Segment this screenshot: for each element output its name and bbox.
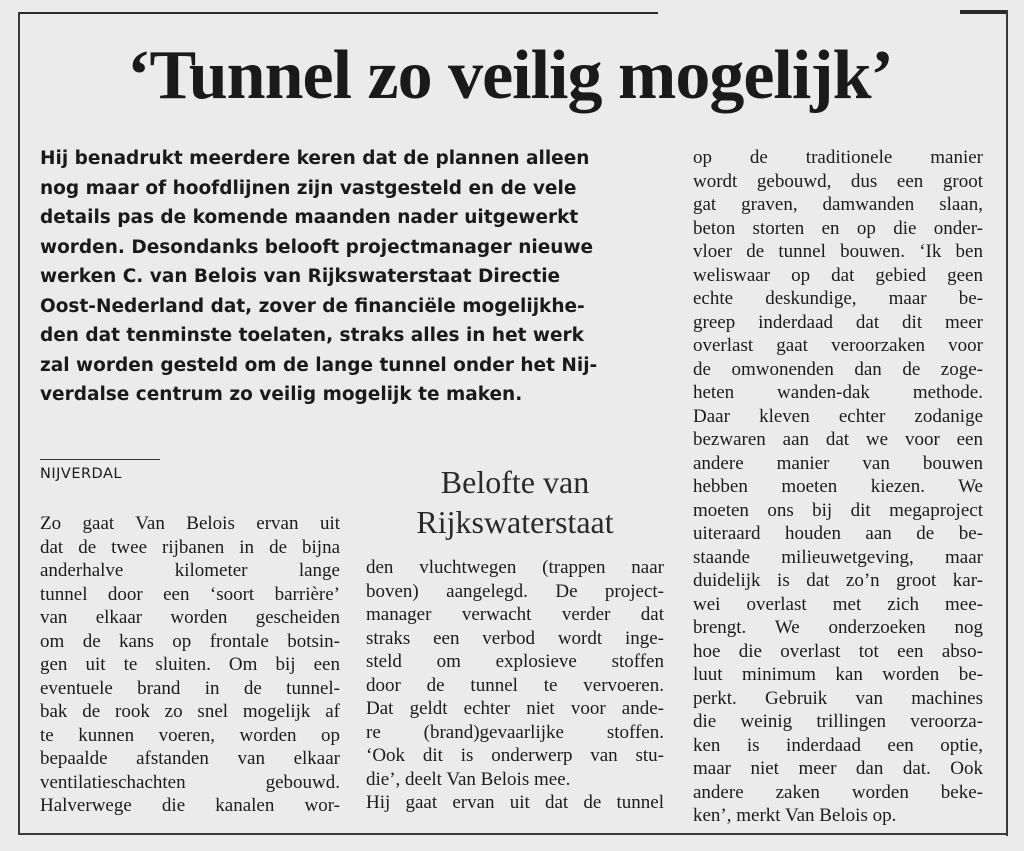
text-line: die’, deelt Van Belois mee. xyxy=(366,768,571,790)
text-line: gen uit te sluiten. Om bij een xyxy=(40,654,340,675)
text-line: wei overlast met zich mee- xyxy=(693,593,983,615)
text-line: op de traditionele manier xyxy=(693,147,983,168)
text-line: hoe die overlast tot een abso- xyxy=(693,640,983,662)
dateline: NIJVERDAL xyxy=(40,466,122,482)
text-line: ken’, merkt Van Belois op. xyxy=(693,805,897,826)
text-line: manager verwacht verder dat xyxy=(366,604,664,625)
text-line: vloer de tunnel bouwen. ‘Ik ben xyxy=(693,241,983,262)
text-line: uiteraard houden aan de be- xyxy=(693,523,983,544)
intro-line: verdalse centrum zo veilig mogelijk te maken. xyxy=(40,384,523,405)
text-line: te kunnen voeren, worden op xyxy=(40,724,340,746)
top-rule-right xyxy=(960,10,1008,14)
subheading-line: Rijkswaterstaat xyxy=(416,504,614,540)
text-line: eventuele brand in de tunnel- xyxy=(40,677,340,699)
text-line: hebben moeten kiezen. We xyxy=(693,476,983,497)
top-rule xyxy=(20,12,658,14)
intro-line: Hij benadrukt meerdere keren dat de plannen alleen xyxy=(40,148,590,169)
text-line: duidelijk is dat zo’n groot kar- xyxy=(693,570,983,591)
text-line: van elkaar worden gescheiden xyxy=(40,607,340,628)
text-line: perkt. Gebruik van machines xyxy=(693,687,983,709)
text-line: ken is inderdaad een optie, xyxy=(693,734,983,756)
text-line: echte deskundige, maar be- xyxy=(693,288,983,309)
text-line: de omwonenden dan de zoge- xyxy=(693,358,983,380)
text-line: andere zaken worden beke- xyxy=(693,781,983,803)
text-line: andere manier van bouwen xyxy=(693,452,983,474)
intro-line: nog maar of hoofdlijnen zijn vastgesteld en de vele xyxy=(40,177,577,199)
text-line: re (brand)gevaarlijke stoffen. xyxy=(366,721,664,743)
text-line: om de kans op frontale botsin- xyxy=(40,630,340,652)
text-line: Hij gaat ervan uit dat de tunnel xyxy=(366,792,664,813)
text-line: staande milieuwetgeving, maar xyxy=(693,546,983,568)
intro-line: werken C. van Belois van Rijkswaterstaat Directie xyxy=(40,266,561,287)
column-1 xyxy=(40,512,340,818)
headline: ‘Tunnel zo veilig mogelijk’ xyxy=(127,37,893,114)
text-line: overlast gaat veroorzaken voor xyxy=(693,335,983,356)
column-2 xyxy=(366,556,664,815)
text-line: greep inderdaad dat dit meer xyxy=(693,311,983,333)
text-line: beton storten en op die onder- xyxy=(693,217,983,239)
text-line: weliswaar op dat gebied geen xyxy=(693,264,983,286)
text-line: brengt. We onderzoeken nog xyxy=(693,617,983,638)
intro-line: worden. Desondanks belooft projectmanager nieuwe xyxy=(40,236,594,258)
text-line: steld om explosieve stoffen xyxy=(366,651,664,672)
left-rule xyxy=(18,12,20,834)
text-line: Dat geldt echter niet voor ande- xyxy=(366,698,664,719)
intro-line: Oost-Nederland dat, zover de financiële mogelijkhe- xyxy=(40,295,585,317)
text-line: bak de rook zo snel mogelijk af xyxy=(40,701,340,722)
dateline-rule xyxy=(40,459,160,460)
text-line: anderhalve kilometer lange xyxy=(40,560,340,581)
text-line: maar niet meer dan dat. Ook xyxy=(693,758,983,779)
text-line: den vluchtwegen (trappen naar xyxy=(366,557,664,578)
intro-line: den dat tenminste toelaten, straks alles in het werk xyxy=(40,325,584,346)
text-line: tunnel door een ‘soort barrière’ xyxy=(40,583,340,605)
subheading xyxy=(366,462,664,542)
right-rule xyxy=(1006,10,1008,836)
text-line: die weinig trillingen veroorza- xyxy=(693,711,983,732)
text-line: door de tunnel te vervoeren. xyxy=(366,674,664,696)
text-line: straks een verbod wordt inge- xyxy=(366,627,664,649)
text-line: heten wanden-dak methode. xyxy=(693,382,983,403)
text-line: dat de twee rijbanen in de bijna xyxy=(40,536,340,558)
text-line: wordt gebouwd, dus een groot xyxy=(693,170,983,192)
text-line: moeten ons bij dit megaproject xyxy=(693,499,983,521)
bottom-rule xyxy=(18,833,1008,835)
text-line: bezwaren aan dat we voor een xyxy=(693,429,983,450)
intro-paragraph xyxy=(40,144,660,410)
text-line: bepaalde afstanden van elkaar xyxy=(40,748,340,769)
text-line: luut minimum kan worden be- xyxy=(693,664,983,685)
text-line: Daar kleven echter zodanige xyxy=(693,405,983,427)
intro-line: details pas de komende maanden nader uitgewerkt xyxy=(40,207,579,228)
text-line: Zo gaat Van Belois ervan uit xyxy=(40,513,340,534)
intro-line: zal worden gesteld om de lange tunnel onder het Nij- xyxy=(40,354,598,376)
text-line: Halverwege die kanalen wor- xyxy=(40,795,340,816)
text-line: ventilatieschachten gebouwd. xyxy=(40,771,340,793)
subheading-line: Belofte van xyxy=(440,464,590,500)
text-line: gat graven, damwanden slaan, xyxy=(693,194,983,215)
text-line: ‘Ook dit is onderwerp van stu- xyxy=(366,745,664,766)
text-line: boven) aangelegd. De project- xyxy=(366,580,664,602)
column-3 xyxy=(693,146,983,828)
